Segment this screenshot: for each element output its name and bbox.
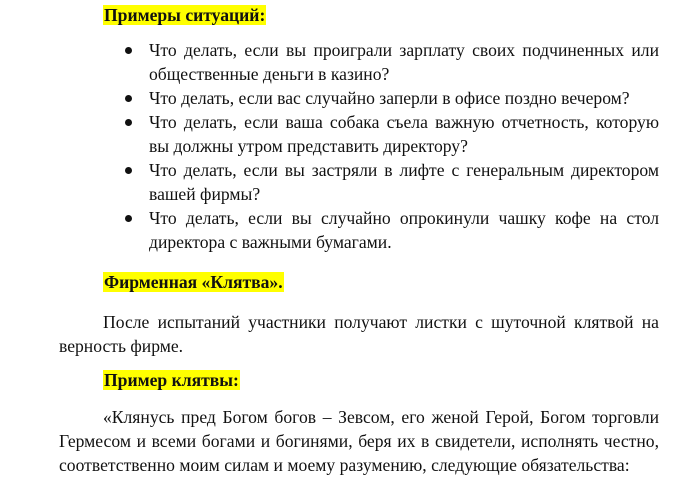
bullet-icon [125, 167, 132, 174]
situations-heading: Примеры ситуаций: [104, 5, 266, 25]
oath-example-heading-line [103, 369, 240, 391]
oath-text-paragraph: «Клянусь пред Богом богов – Зевсом, его женой Герой, Богом торговли Гермесом и всеми богами и богинями, беря их в свидетели, исполнять честно, соответственно моим силам и моему разумению, следующие обязательства: [59, 407, 659, 475]
list-item-text: Что делать, если вы проиграли зарплату своих подчиненных или общественные деньги в казино? [149, 40, 659, 84]
list-item [59, 38, 659, 86]
list-item-text: Что делать, если вы застряли в лифте с генеральным директором вашей фирмы? [149, 160, 659, 204]
list-item [59, 86, 659, 110]
list-item-text: Что делать, если вы случайно опрокинули чашку кофе на стол директора с важными бумагами. [149, 208, 659, 252]
list-item [59, 158, 659, 206]
oath-heading-line [103, 271, 284, 293]
oath-intro-paragraph: После испытаний участники получают листки с шуточной клятвой на верность фирме. [59, 312, 659, 356]
list-item-text: Что делать, если ваша собака съела важную отчетность, которую вы должны утром представить директору? [149, 112, 659, 156]
situations-heading-line [103, 4, 266, 26]
bullet-icon [125, 119, 132, 126]
list-item-text: Что делать, если вас случайно заперли в офисе поздно вечером? [149, 88, 630, 108]
bullet-icon [125, 215, 132, 222]
bullet-icon [125, 95, 132, 102]
situations-list [59, 38, 659, 254]
oath-heading: Фирменная «Клятва». [104, 272, 283, 292]
bullet-icon [125, 47, 132, 54]
list-item [59, 110, 659, 158]
list-item [59, 206, 659, 254]
oath-example-heading: Пример клятвы: [104, 370, 239, 390]
